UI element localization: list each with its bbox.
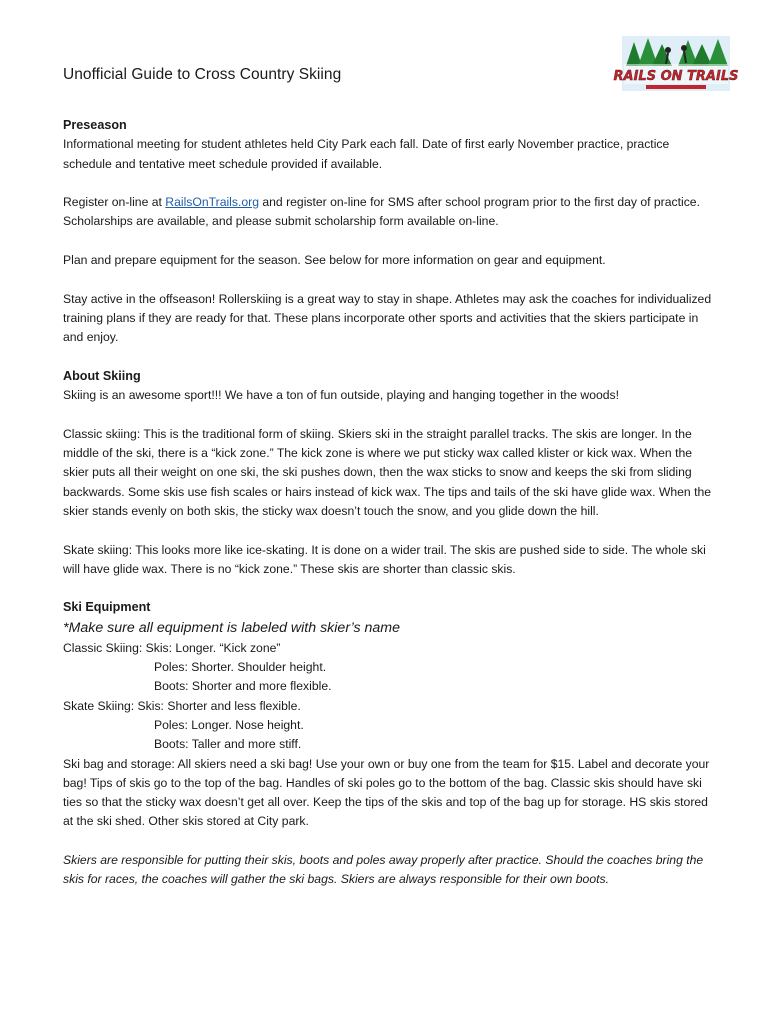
equipment-line: Boots: Shorter and more flexible. <box>154 679 332 694</box>
logo-text: RAILS ON TRAILS <box>613 69 739 84</box>
preseason-paragraph-1: Informational meeting for student athletes held City Park each fall. Date of first early November practice, practice schedule and tentative meet schedule provided if available. <box>63 137 670 171</box>
preseason-paragraph-4: Stay active in the offseason! Rollerskiing is a great way to stay in shape. Athletes may ask the coaches for individualized training plans if they are ready for that. These plans incorporate other sports and activities that the skiers participate in and enjoy. <box>63 291 712 345</box>
page-title: Unofficial Guide to Cross Country Skiing <box>63 66 342 83</box>
equipment-line: Poles: Shorter. Shoulder height. <box>154 660 327 675</box>
about-heading: About Skiing <box>63 368 141 383</box>
equipment-line: Poles: Longer. Nose height. <box>154 717 304 732</box>
equipment-heading: Ski Equipment <box>63 600 151 615</box>
equipment-line: Boots: Taller and more stiff. <box>154 737 302 752</box>
equipment-line: Skate Skiing: Skis: Shorter and less flexible. <box>63 698 301 713</box>
logo-graphic <box>613 36 739 91</box>
skate-skiing-paragraph: Skate skiing: This looks more like ice-skating. It is done on a wider trail. The skis are pushed side to side. The whole ski will have glide wax. There is no “kick zone.” These skis are shorter than classic skis. <box>63 542 706 576</box>
equipment-line: Classic Skiing: Skis: Longer. “Kick zone” <box>63 640 281 655</box>
rails-on-trails-logo <box>613 36 739 91</box>
classic-skiing-paragraph: Classic skiing: This is the traditional form of skiing. Skiers ski in the straight parallel tracks. The skis are longer. In the middle of the ski, there is a “kick zone.” The kick zone is where we put sticky wax called klister or kick wax. When the skier puts all their weight on one ski, the ski pushes down, then the wax sticks to snow and keeps the ski from sliding backwards. Some skis use fish scales or hairs instead of kick wax. The tips and tails of the ski have glide wax. When the skier stands evenly on both skis, the sticky wax doesn’t touch the snow, and you glide down the hill. <box>63 426 712 518</box>
equipment-label-note: *Make sure all equipment is labeled with skier’s name <box>63 619 400 636</box>
preseason-paragraph-3: Plan and prepare equipment for the season. See below for more information on gear and equipment. <box>63 253 606 268</box>
rails-on-trails-link[interactable]: RailsOnTrails.org <box>165 195 259 210</box>
about-paragraph-1: Skiing is an awesome sport!!! We have a ton of fun outside, playing and hanging together in the woods! <box>63 388 620 403</box>
responsibility-paragraph: Skiers are responsible for putting their skis, boots and poles away properly after practice. Should the coaches bring the skis for races, the coaches will gather the ski bags. Skiers are always responsible for their own boots. <box>63 852 704 887</box>
preseason-heading: Preseason <box>63 118 127 132</box>
document-body <box>63 116 713 890</box>
preseason-paragraph-2: Register on-line at RailsOnTrails.org and register on-line for SMS after school program prior to the first day of practice. Scholarships are available, and please submit scholarship form available on-line. <box>63 195 700 229</box>
ski-bag-paragraph: Ski bag and storage: All skiers need a ski bag! Use your own or buy one from the team for $15. Label and decorate your bag! Tips of skis go to the top of the bag. Handles of ski poles go to the bottom of the bag. Classic skis should have ski ties so that the sticky wax doesn’t get all over. Keep the tips of the skis and top of the bag up for storage. HS skis stored at the ski shed. Other skis stored at City park. <box>63 756 710 829</box>
